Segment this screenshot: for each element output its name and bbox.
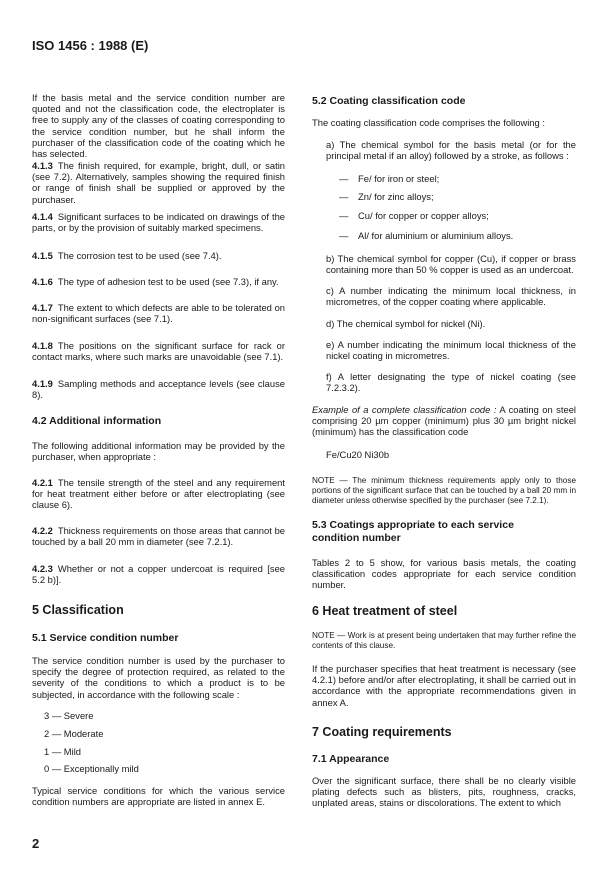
clause-4-2-1: 4.2.1 The tensile strength of the steel and any requirement for heat treatment either before or after electroplating (see clause 6). [32,477,285,511]
note-6: NOTE — Work is at present being undertaken that may further refine the contents of this clause. [312,631,576,650]
intro-paragraph: If the basis metal and the service condition number are quoted and not the classification code, the electroplater is free to supply any of the classes of coating corresponding to the service condition number, but he shall inform the purchaser of the classification code of the coating which he has selected. [32,92,285,160]
paragraph-7-1: Over the significant surface, there shall be no clearly visible plating defects such as blisters, pits, roughness, cracks, unplated areas, stains or discolorations. The extent to which [312,775,576,809]
heading-5: 5 Classification [32,603,124,617]
clause-4-2-3: 4.2.3 Whether or not a copper undercoat is required [see 5.2 b)]. [32,563,285,586]
clause-4-1-5: 4.1.5 The corrosion test to be used (see 7.4). [32,250,222,261]
metal-item: — Fe/ for iron or steel; [339,173,440,184]
page-number: 2 [32,836,40,851]
clause-4-1-8: 4.1.8 The positions on the significant surface for rack or contact marks, where such marks are unavoidable (see 7.1). [32,340,285,363]
dash: — [339,230,349,241]
clause-4-1-7: 4.1.7 The extent to which defects are able to be tolerated on non-significant surfaces (see 7.1). [32,302,285,325]
typical-paragraph: Typical service conditions for which the various service condition numbers are appropriate are listed in annex E. [32,785,285,808]
metal-item: — Al/ for aluminium or aluminium alloys. [339,230,514,241]
clause-4-1-3: 4.1.3 The finish required, for example, bright, dull, or satin (see 7.2). Alternatively, samples showing the required finish or range of finish shall be supplied or approved by the purchaser. [32,160,285,205]
document-header: ISO 1456 : 1988 (E) [32,38,149,53]
clause-4-1-6: 4.1.6 The type of adhesion test to be used (see 7.3), if any. [32,276,279,287]
paragraph-5-3: Tables 2 to 5 show, for various basis metals, the coating classification codes appropriate for each service condition number. [312,557,576,591]
paragraph-5-1: The service condition number is used by the purchaser to specify the degree of protection required, as related to the severity of the conditions to which a product is to be subjected, in accordance with the following scale : [32,655,285,700]
metal-item: — Cu/ for copper or copper alloys; [339,210,489,221]
paragraph-6: If the purchaser specifies that heat treatment is necessary (see 4.2.1) before and/or after electroplating, it shall be carried out in accordance with the appropriate recommendations given in annex A. [312,663,576,708]
clause-4-1-9: 4.1.9 Sampling methods and acceptance levels (see clause 8). [32,378,285,401]
heading-7-1: 7.1 Appearance [312,753,390,765]
heading-5-2: 5.2 Coating classification code [312,95,466,107]
clause-4-1-4: 4.1.4 Significant surfaces to be indicated on drawings of the parts, or by the provision of suitably marked specimens. [32,211,285,234]
heading-5-3: 5.3 Coatings appropriate to each service condition number [312,519,514,544]
item-a: a) The chemical symbol for the basis metal (or for the principal metal if an alloy) followed by a stroke, as follows : [326,139,576,162]
clause-4-2-2: 4.2.2 Thickness requirements on those areas that cannot be touched by a ball 20 mm in diameter (see 7.2.1). [32,525,285,548]
scale-item: 1 — Mild [44,746,81,757]
example-code: Fe/Cu20 Ni30b [326,449,390,460]
example-paragraph: Example of a complete classification code : A coating on steel comprising 20 µm copper (minimum) plus 30 µm bright nickel (minimum) has the classification code [312,404,576,438]
item-b: b) The chemical symbol for copper (Cu), if copper or brass containing more than 50 % copper is used as an undercoat. [326,253,576,276]
paragraph-4-2: The following additional information may be provided by the purchaser, when appropriate : [32,440,285,463]
heading-4-2: 4.2 Additional information [32,415,162,427]
item-c: c) A number indicating the minimum local thickness, in micrometres, of the copper coating where applicable. [326,285,576,308]
item-e: e) A number indicating the minimum local thickness of the nickel coating in micrometres. [326,339,576,362]
heading-7: 7 Coating requirements [312,725,452,739]
item-d: d) The chemical symbol for nickel (Ni). [326,318,486,329]
dash: — [339,191,349,202]
dash: — [339,210,349,221]
scale-item: 2 — Moderate [44,728,104,739]
item-f: f) A letter designating the type of nickel coating (see 7.2.3.2). [326,371,576,394]
paragraph-5-2: The coating classification code comprises the following : [312,117,545,128]
heading-6: 6 Heat treatment of steel [312,604,458,618]
note-5-2: NOTE — The minimum thickness requirements apply only to those portions of the significant surface that can be touched by a ball 20 mm in diameter unless otherwise specified by the purchaser (see 7.2.1). [312,476,576,505]
dash: — [339,173,349,184]
scale-item: 0 — Exceptionally mild [44,763,139,774]
scale-item: 3 — Severe [44,710,94,721]
metal-item: — Zn/ for zinc alloys; [339,191,434,202]
heading-5-1: 5.1 Service condition number [32,632,179,644]
